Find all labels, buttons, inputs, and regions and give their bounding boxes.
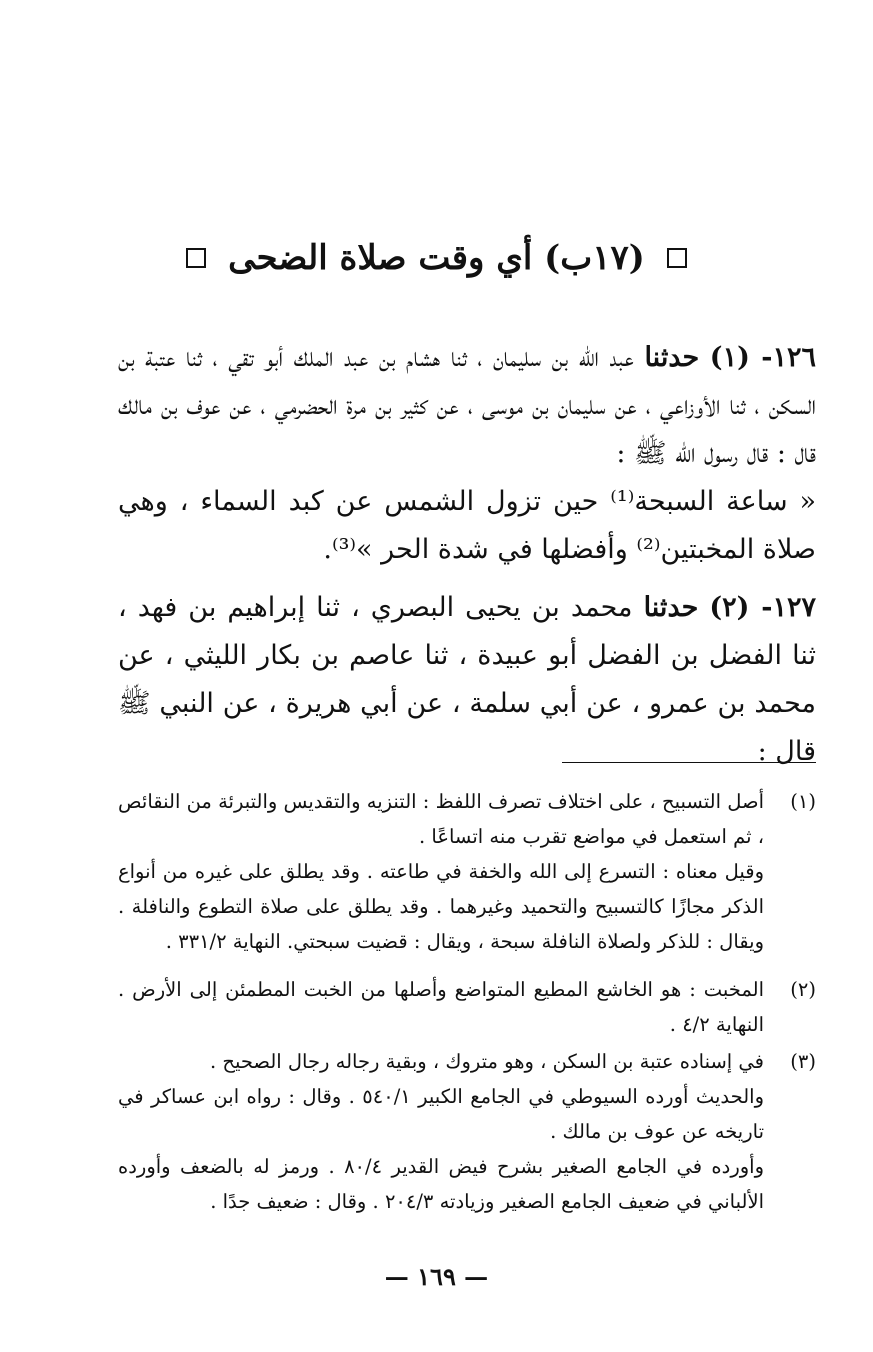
hadith-126-number: ١٢٦- (١) xyxy=(709,342,816,373)
hadith-126-text: عبد الله بن سليمان ، ثنا هشام بن عبد الملك أبو تقي ، ثنا عتبة بن السكن ، ثنا الأوزاعي ، عن سليمان بن موسى ، عن كثير بن مرة الحضرمي ، عن عوف بن مالك قال : قال رسول الله ﷺ : xyxy=(118,342,816,469)
footnote-1-continuation: وقيل معناه : التسرع إلى الله والخفة في طاعته . وقد يطلق على غيره من أنواع الذكر مجازًا كالتسبيح والتحميد وغيرهما . وقد يطلق على صلاة التطوع والنافلة . ويقال : للذكر ولصلاة النافلة سبحة ، ويقال : قضيت سبحتي. النهاية ٣٣١/٢ . xyxy=(118,860,764,953)
hadith-126-narrated: حدثنا xyxy=(644,342,700,373)
chapter-title: (١٧ب) أي وقت صلاة الضحى xyxy=(228,238,645,278)
footnote-2-text: المخبت : هو الخاشع المطيع المتواضع وأصلها من الخبت المطمئن إلى الأرض . النهاية ٤/٢ . xyxy=(118,978,764,1036)
footnote-3-number: (٣) xyxy=(790,1050,816,1073)
footnote-3 xyxy=(118,1044,816,1219)
hadith-127-number: ١٢٧- (٢) xyxy=(709,592,816,623)
page-number: — ١٦٩ — xyxy=(384,1262,489,1291)
footnote-3-continuation-2: وأورده في الجامع الصغير بشرح فيض القدير ٨٠/٤ . ورمز له بالضعف وأورده الألباني في ضعيف الجامع الصغير وزيادته ٢٠٤/٣ . وقال : ضعيف جدًا . xyxy=(118,1155,764,1213)
hadith-127-paragraph xyxy=(118,584,816,776)
hadith-126-quote xyxy=(118,478,816,574)
chapter-heading xyxy=(0,228,873,288)
hadith-126-quote-text: « ساعة السبحة⁽¹⁾ حين تزول الشمس عن كبد السماء ، وهي صلاة المخبتين⁽²⁾ وأفضلها في شدة الحر »⁽³⁾. xyxy=(118,486,816,565)
footnote-3-continuation-1: والحديث أورده السيوطي في الجامع الكبير ٥٤٠/١ . وقال : رواه ابن عساكر في تاريخه عن عوف بن مالك . xyxy=(118,1085,764,1143)
square-ornament-icon xyxy=(667,248,687,268)
footnote-2-number: (٢) xyxy=(790,978,816,1001)
footnote-3-text: في إسناده عتبة بن السكن ، وهو متروك ، وبقية رجاله رجال الصحيح . xyxy=(209,1050,764,1073)
hadith-126-paragraph xyxy=(118,334,816,478)
footnote-1 xyxy=(118,784,816,959)
footnote-separator xyxy=(562,762,816,763)
footnote-1-number: (١) xyxy=(790,790,816,813)
square-ornament-icon xyxy=(186,248,206,268)
hadith-127-text: محمد بن يحيى البصري ، ثنا إبراهيم بن فهد ، ثنا الفضل بن الفضل أبو عبيدة ، ثنا عاصم بن بكار الليثي ، عن محمد بن عمرو ، عن أبي سلمة ، عن أبي هريرة ، عن النبي ﷺ قال : xyxy=(118,592,816,767)
footnote-1-text: أصل التسبيح ، على اختلاف تصرف اللفظ : التنزيه والتقديس والتبرئة من النقائص ، ثم استعمل في مواضع تقرب منه اتساعًا . xyxy=(118,790,764,848)
hadith-127-narrated: حدثنا xyxy=(643,592,699,623)
footnote-2 xyxy=(118,972,816,1042)
